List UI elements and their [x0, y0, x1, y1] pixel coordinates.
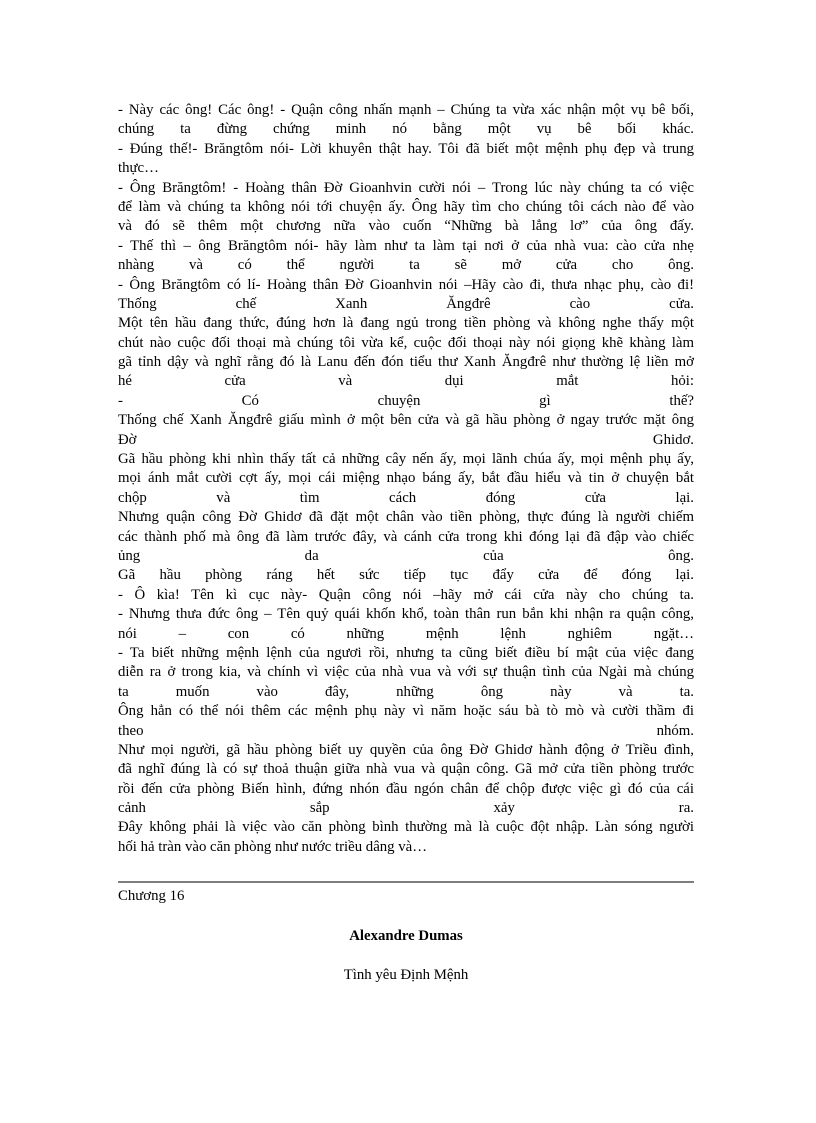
text-line: nói – con có những mệnh lệnh nghiêm ngặt…: [118, 625, 694, 642]
text-line: - Đúng thế!- Brăngtôm nói- Lời khuyên thật hay. Tôi đã biết một mệnh phụ đẹp và trung: [118, 140, 694, 157]
author-name: Alexandre Dumas: [349, 928, 463, 944]
text-line: nhàng và có thể người ta sẽ mở cửa cho ông.: [118, 257, 694, 274]
section-divider: [118, 881, 694, 883]
text-line: - Ông Brăngtôm! - Hoàng thân Đờ Gioanhvin cười nói – Trong lúc này chúng ta có việc: [118, 179, 694, 196]
text-line: ta muốn vào đây, những ông này và ta.: [118, 683, 694, 700]
text-line: chút nào cuộc đối thoại mà chúng tôi vừa kể, cuộc đối thoại này nói giọng khẽ khàng làm: [118, 334, 694, 351]
text-line: Đây không phải là việc vào căn phòng bình thường mà là cuộc đột nhập. Làn sóng người: [118, 819, 694, 836]
text-line: Gã hầu phòng ráng hết sức tiếp tục đẩy cửa để đóng lại.: [118, 567, 694, 584]
text-line: - Nhưng thưa đức ông – Tên quỷ quái khốn khổ, toàn thân run bắn khi nhận ra quận công,: [118, 606, 694, 623]
text-line: mọi ánh mắt cười cợt ấy, mọi cái miệng nhạo báng ấy, bắt đầu hiểu và tin ở chuyện bắt: [118, 470, 694, 487]
text-line: theo nhóm.: [118, 722, 694, 739]
text-line: chúng ta đừng chứng minh nó bằng một vụ bê bối khác.: [118, 121, 694, 138]
text-line: thực…: [118, 160, 159, 177]
text-line: Thống chế Xanh Ăngđrê cào cửa.: [118, 295, 694, 312]
text-line: cảnh sắp xảy ra.: [118, 800, 694, 817]
text-line: diễn ra ở trong kia, và chính vì việc của nhà vua và với sự thuận tình của Ngài mà chúng: [118, 664, 694, 681]
text-line: - Này các ông! Các ông! - Quận công nhấn mạnh – Chúng ta vừa xác nhận một vụ bê bối,: [118, 102, 694, 118]
text-line: Một tên hầu đang thức, đúng hơn là đang ngủ trong tiền phòng và không nghe thấy một: [118, 315, 694, 332]
text-line: - Có chuyện gì thế?: [118, 392, 694, 409]
book-title: Tình yêu Định Mệnh: [343, 967, 469, 983]
text-line: và đó sẽ thêm một chương nữa vào cuốn “Những bà lẳng lơ” của ông đấy.: [118, 218, 694, 235]
text-line: đã nghĩ đúng là có sự thoả thuận giữa nhà vua và quận công. Gã mở cửa tiền phòng trước: [118, 761, 694, 778]
text-line: các thành phố mà ông đã làm trước đây, và cánh cửa trong khi đóng lại đã đập vào chiếc: [118, 528, 694, 545]
text-line: - Ô kìa! Tên kì cục này- Quận công nói –hãy mở cái cửa này cho chúng ta.: [118, 586, 694, 603]
text-line: ủng da của ông.: [118, 548, 694, 564]
text-line: để làm và chúng ta không nói tới chuyện ấy. Ông hãy tìm cho chúng tôi cách nào để vào: [118, 198, 694, 215]
text-line: - Ta biết những mệnh lệnh của ngươi rồi, nhưng ta cũng biết điều bí mật của việc đang: [118, 644, 694, 661]
text-line: - Thế thì – ông Brăngtôm nói- hãy làm như ta làm tại nơi ở của nhà vua: cào cửa nhẹ: [118, 237, 694, 254]
text-line: chộp và tìm cách đóng cửa lại.: [118, 489, 694, 506]
text-line: Như mọi người, gã hầu phòng biết uy quyền của ông Đờ Ghidơ hành động ở Triều đình,: [118, 741, 694, 758]
text-line: gã tỉnh dậy và nghĩ rằng đó là Lanu đến đón tiểu thư Xanh Ăngđrê như thường lệ liền mở: [118, 354, 694, 371]
text-line: Thống chế Xanh Ăngđrê giấu mình ở một bên cửa và gã hầu phòng ở ngay trước mặt ông: [118, 412, 694, 429]
text-line: Ông hẳn có thể nói thêm các mệnh phụ này vì năm hoặc sáu bà tò mò và cười thầm đi: [118, 703, 694, 720]
text-line: hé cửa và dụi mắt hỏi:: [118, 373, 694, 390]
chapter-body-text: [118, 101, 694, 857]
chapter-label: Chương 16: [118, 888, 185, 904]
text-line: Đờ Ghidơ.: [118, 431, 694, 448]
text-line: hối hả tràn vào căn phòng như nước triều dâng và…: [118, 838, 428, 855]
text-line: Gã hầu phòng khi nhìn thấy tất cả những cây nến ấy, mọi lãnh chúa ấy, mọi mệnh phụ ấy,: [118, 451, 694, 468]
text-line: rồi đến cửa phòng Biến hình, đứng nhón đầu ngón chân để chộp được việc gì đó của cái: [118, 780, 694, 797]
text-line: Nhưng quận công Đờ Ghidơ đã đặt một chân vào tiền phòng, thực đúng là người chiếm: [118, 509, 694, 526]
text-line: - Ông Brăngtôm có lí- Hoàng thân Đờ Gioanhvin nói –Hãy cào đi, thưa nhạc phụ, cào đi!: [118, 276, 694, 293]
